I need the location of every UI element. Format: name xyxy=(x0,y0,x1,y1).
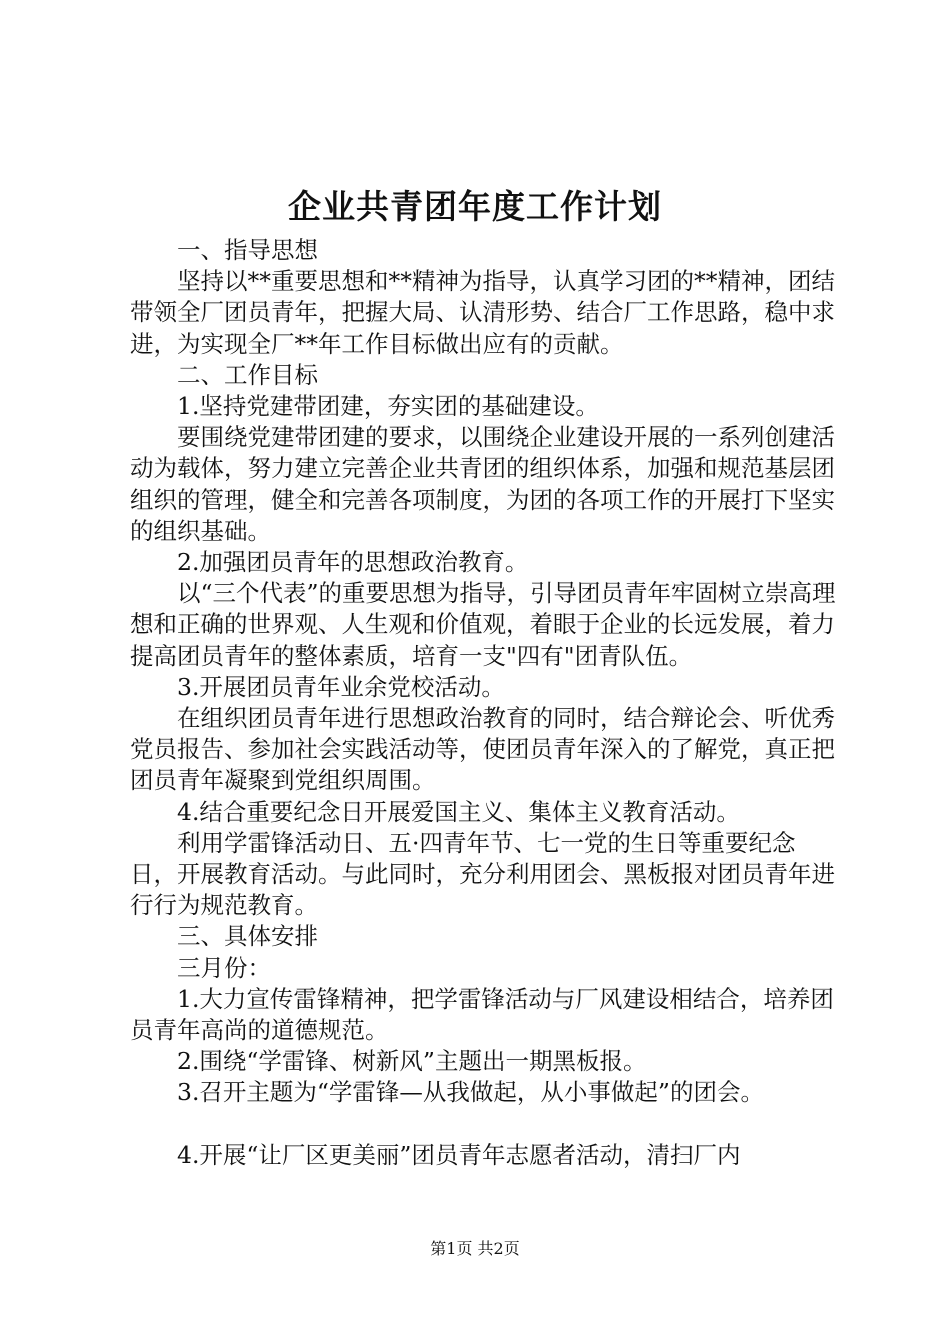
section-heading-guiding-ideology: 一、指导思想 xyxy=(177,236,318,264)
march-item-3: 3.召开主题为“学雷锋—从我做起，从小事做起”的团会。 xyxy=(177,1078,764,1107)
document-title: 企业共青团年度工作计划 xyxy=(288,187,662,226)
paragraph-goal-1: 要围绕党建带团建的要求，以围绕企业建设开展的一系列创建活动为载体，努力建立完善企业共青团的组织体系，加强和规范基层团组织的管理，健全和完善各项制度，为团的各项工作的开展打下坚实的组织基础。 xyxy=(130,423,835,545)
document-body xyxy=(130,235,840,1171)
month-heading-march: 三月份： xyxy=(177,953,271,982)
goal-item-4: 4.结合重要纪念日开展爱国主义、集体主义教育活动。 xyxy=(177,797,740,826)
goal-item-2: 2.加强团员青年的思想政治教育。 xyxy=(177,548,529,577)
paragraph-goal-3: 在组织团员青年进行思想政治教育的同时，结合辩论会、听优秀党员报告、参加社会实践活动等，使团员青年深入的了解党，真正把团员青年凝聚到党组织周围。 xyxy=(130,704,835,795)
page-footer: 第1页 共2页 xyxy=(430,1239,520,1258)
section-heading-work-goals: 二、工作目标 xyxy=(177,360,318,389)
paragraph-goal-4: 利用学雷锋活动日、五·四青年节、七一党的生日等重要纪念日，开展教育活动。与此同时，充分利用团会、黑板报对团员青年进行行为规范教育。 xyxy=(130,828,835,920)
section-heading-arrangements: 三、具体安排 xyxy=(177,922,318,951)
march-item-4: 4.开展“让厂区更美丽”团员青年志愿者活动，清扫厂内 xyxy=(177,1140,741,1169)
march-item-2: 2.围绕“学雷锋、树新风”主题出一期黑板报。 xyxy=(177,1047,647,1076)
paragraph-goal-2: 以“三个代表”的重要思想为指导，引导团员青年牢固树立崇高理想和正确的世界观、人生观和价值观，着眼于企业的长远发展，着力提高团员青年的整体素质，培育一支"四有"团青队伍。 xyxy=(130,579,836,670)
goal-item-1: 1.坚持党建带团建，夯实团的基础建设。 xyxy=(177,392,599,421)
goal-item-3: 3.开展团员青年业余党校活动。 xyxy=(177,672,505,701)
blank-line xyxy=(130,1109,840,1140)
paragraph-guiding-ideology: 坚持以**重要思想和**精神为指导，认真学习团的**精神，团结带领全厂团员青年，把握大局、认清形势、结合厂工作思路，稳中求进，为实现全厂**年工作目标做出应有的贡献。 xyxy=(130,267,835,358)
march-item-1: 1.大力宣传雷锋精神，把学雷锋活动与厂风建设相结合，培养团员青年高尚的道德规范。 xyxy=(130,984,834,1045)
